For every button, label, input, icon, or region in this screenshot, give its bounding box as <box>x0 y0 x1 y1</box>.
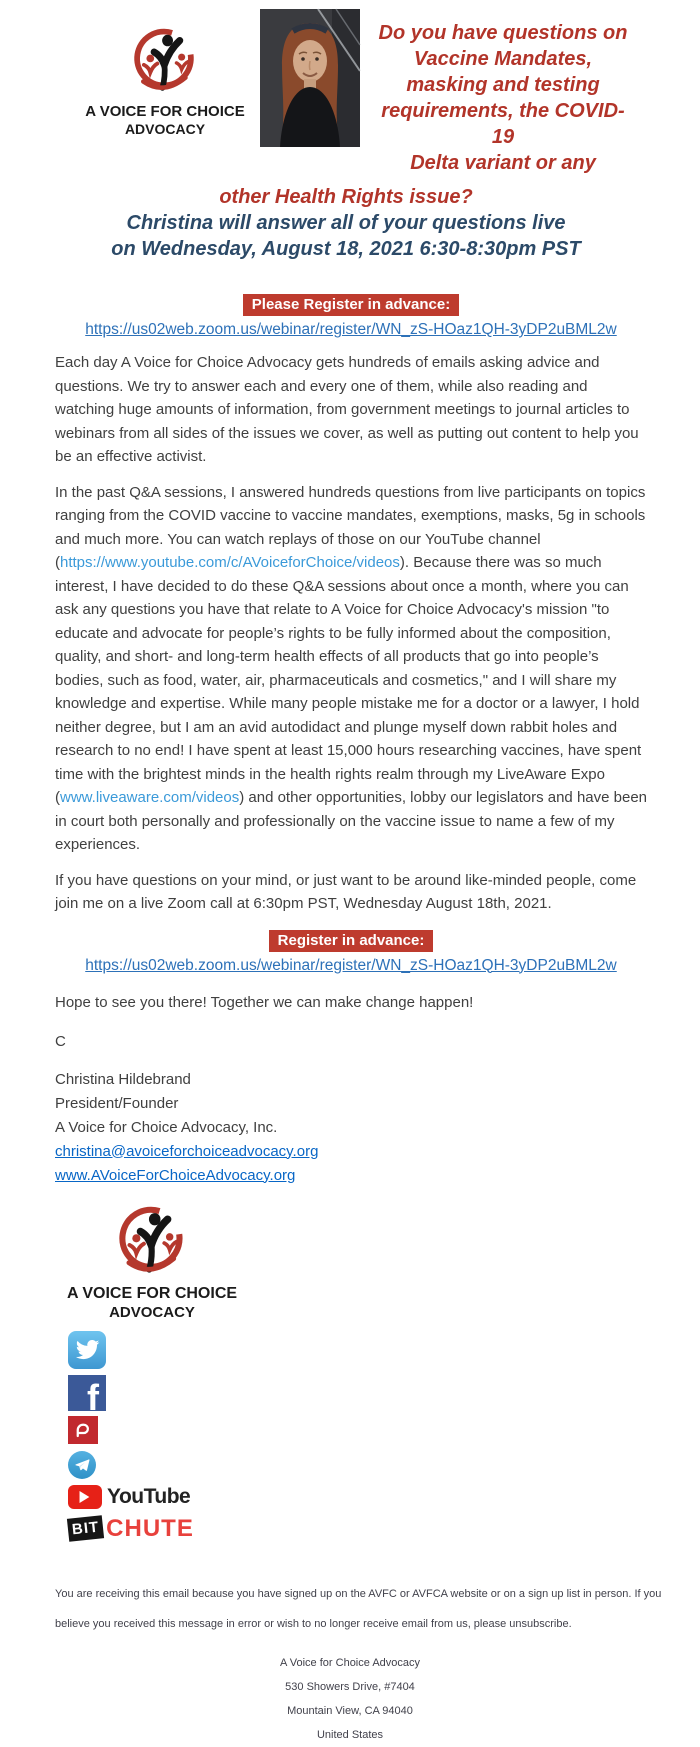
hero-red-line-3: masking and testing <box>406 74 600 96</box>
zoom-register-link-top[interactable]: https://us02web.zoom.us/webinar/register/WN_zS-HOaz1QH-3yDP2uBML2w <box>85 321 617 338</box>
liveaware-link[interactable]: www.liveaware.com/videos <box>60 789 240 806</box>
youtube-link[interactable] <box>68 1485 190 1509</box>
signature-block <box>55 1068 647 1188</box>
signature-name: Christina Hildebrand <box>55 1070 191 1088</box>
paragraph-qa-text-2: ). Because there was so much interest, I have decided to do these Q&A sessions about once a month, where you can ask any questions you have that relate to A Voice for Choice Advocacy's mission "to educate and advocate for people’s rights to be fully informed about the composition, quality, and short- and long-term health effects of all products that go into people’s bodies, such as food, water, air, pharmaceuticals and cosmetics," and I will share my knowledge and expertise. While many people mistake me for a doctor or a lawyer, I hold neither degree, but I am an avid autodidact and plunge myself down rabbit holes and research to no end! I have spent at least 15,000 hours researching vaccines, have spent time with the brightest minds in the health rights realm through my LiveAware Expo ( <box>55 554 642 806</box>
youtube-play-icon <box>68 1485 102 1509</box>
social-links <box>68 1331 700 1543</box>
footer-address-city: Mountain View, CA 94040 <box>287 1704 413 1717</box>
signature-website-link[interactable]: www.AVoiceForChoiceAdvocacy.org <box>55 1166 296 1184</box>
brand-logo-bottom <box>60 1204 244 1321</box>
zoom-register-link-bottom[interactable]: https://us02web.zoom.us/webinar/register/WN_zS-HOaz1QH-3yDP2uBML2w <box>85 956 617 974</box>
signoff-initial: C <box>55 1033 66 1050</box>
footer-disclaimer-line-1: You are receiving this email because you have signed up on the AVFC or AVFCA website or on a sign up list in person. If you <box>55 1587 662 1600</box>
signature-email-link[interactable]: christina@avoiceforchoiceadvocacy.org <box>55 1142 319 1160</box>
brand-subname-bottom: ADVOCACY <box>109 1303 195 1321</box>
bitchute-bit-badge: BIT <box>67 1515 104 1542</box>
signature-org: A Voice for Choice Advocacy, Inc. <box>55 1118 278 1136</box>
christina-photo <box>260 8 360 148</box>
footer-address-street: 530 Showers Drive, #7404 <box>285 1680 415 1693</box>
footer-address-country: United States <box>316 1728 384 1741</box>
paragraph-qa-text-1: In the past Q&A sessions, I answered hundreds questions from live participants on topics ranging from the COVID vaccine to vaccine mandates, exemptions, masks, 5g in schools and much more. You can watch replays of those on our YouTube channel ( <box>55 483 646 571</box>
paragraph-qa <box>55 481 647 857</box>
hero-headline-column <box>362 20 644 176</box>
brand-subname: ADVOCACY <box>124 121 206 137</box>
paragraph-invite: If you have questions on your mind, or just want to be around like-minded people, come join me on a live Zoom call at 6:30pm PST, Wednesday August 18th, 2021. <box>55 871 637 912</box>
footer-address <box>0 1651 700 1747</box>
telegram-plane-icon <box>73 1456 91 1474</box>
hope-line: Hope to see you there! Together we can make change happen! <box>55 993 474 1011</box>
footer <box>0 1579 700 1747</box>
facebook-f-icon: f <box>87 1376 99 1418</box>
footer-address-org: A Voice for Choice Advocacy <box>279 1656 421 1669</box>
hero-navy-line-2: on Wednesday, August 18, 2021 6:30-8:30pm PST <box>111 238 581 260</box>
telegram-icon-link[interactable] <box>68 1451 96 1479</box>
parler-p-icon <box>74 1421 92 1439</box>
email-content <box>0 294 700 1188</box>
hero-red-line-4: requirements, the COVID- <box>381 100 625 122</box>
hero-red-line-6: Delta variant or any <box>410 152 596 174</box>
register-button-top[interactable]: Please Register in advance: <box>243 294 459 316</box>
hero-red-line-2: Vaccine Mandates, <box>413 48 593 70</box>
hero-red-line-7: other Health Rights issue? <box>219 186 473 208</box>
hero-navy-line-1: Christina will answer all of your questions live <box>126 212 566 234</box>
bitchute-chute-wordmark: CHUTE <box>106 1514 194 1542</box>
register-button-bottom[interactable]: Register in advance: <box>269 930 434 952</box>
paragraph-qa-text-3: ) and other opportunities, lobby our legislators and have been in court both personally and professionally on the vaccine issue to name a few of my experiences. <box>55 789 648 853</box>
paragraph-intro: Each day A Voice for Choice Advocacy gets hundreds of emails asking advice and questions. We try to answer each and every one of them, while also reading and watching huge amounts of information, from government meetings to journal articles to webinars from all sides of the issues we cover, as well as putting out content to help you be an effective activist. <box>55 354 639 465</box>
parler-icon-link[interactable] <box>68 1416 98 1444</box>
brand-logo-icon <box>133 26 197 96</box>
hero-red-line-1: Do you have questions on <box>378 22 628 44</box>
youtube-wordmark: YouTube <box>107 1484 191 1508</box>
youtube-channel-link[interactable]: https://www.youtube.com/c/AVoiceforChoice/videos <box>60 554 400 571</box>
brand-name: A VOICE FOR CHOICE <box>85 103 245 120</box>
footer-disclaimer-line-2: believe you received this message in error or wish to no longer receive email from us, please unsubscribe. <box>55 1617 572 1630</box>
hero-headline-wide <box>0 184 692 262</box>
twitter-bird-icon <box>74 1337 100 1363</box>
header <box>0 0 700 268</box>
bitchute-link[interactable] <box>68 1515 194 1543</box>
brand-logo-icon-bottom <box>118 1204 186 1278</box>
facebook-icon-link[interactable] <box>68 1375 106 1418</box>
signature-title: President/Founder <box>55 1094 179 1112</box>
twitter-icon-link[interactable] <box>68 1331 106 1369</box>
brand-name-bottom: A VOICE FOR CHOICE <box>66 1284 238 1302</box>
brand-logo-top <box>80 26 250 137</box>
hero-red-line-5: 19 <box>491 126 515 148</box>
